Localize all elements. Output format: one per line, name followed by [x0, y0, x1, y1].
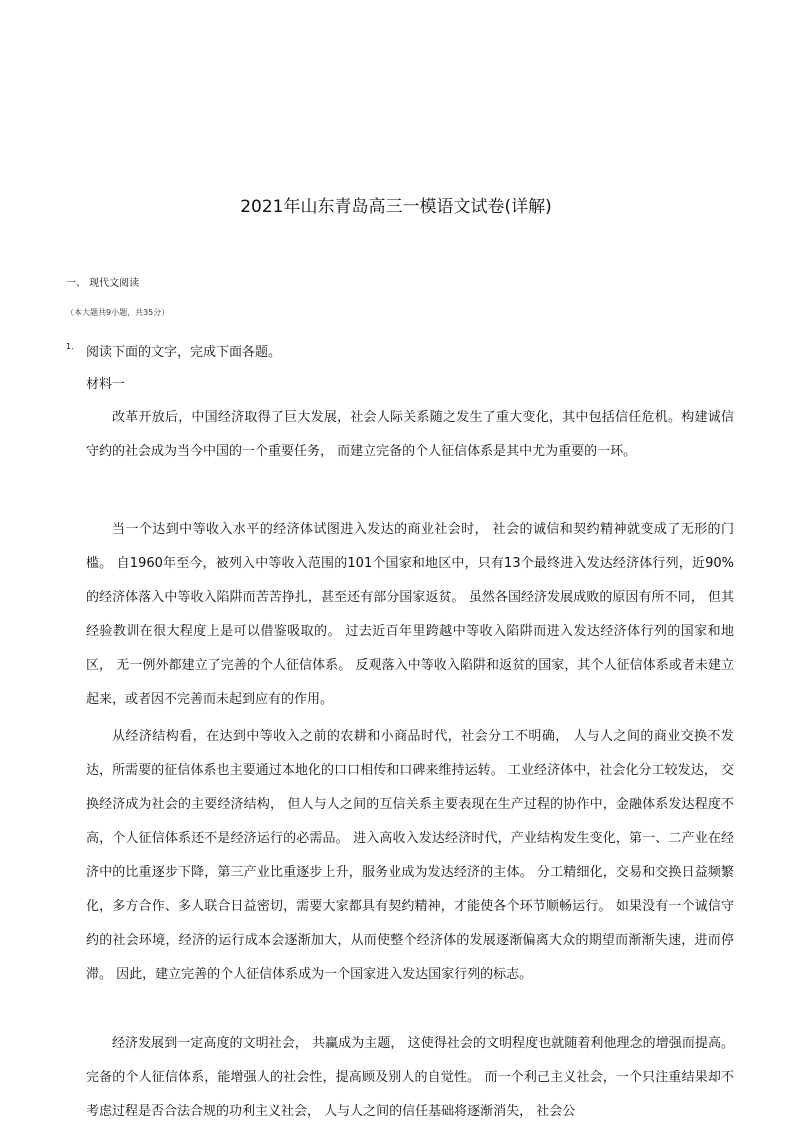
- document-title: 2021年山东青岛高三一模语文试卷(详解): [240, 197, 552, 217]
- section-heading: 一、 现代文阅读: [66, 278, 140, 289]
- paragraph: 从经济结构看，在达到中等收入之前的农耕和小商品时代，社会分工不明确， 人与人之间的商业交换不发达，所需要的征信体系也主要通过本地化的口口相传和口碑来维持运转。 工业经济体中，社会化分工较发达， 交换经济成为社会的主要经济结构， 但人与人之间的互信关系主要表现在生产过程的协作中，金融体系发达程度不高，个人征信体系还不是经济运行的必需品。 进入高收入发达经济时代，产业结构发生变化，第一、二产业在经济中的比重逐步下降，第三产业比重逐步上升，服务业成为发达经济的主体。 分工精细化，交易和交换日益频繁化，多方合作、多人联合日益密切，需要大家都具有契约精神，才能使各个环节顺畅运行。 如果没有一个诚信守约的社会环境，经济的运行成本会逐渐加大，从而使整个经济体的发展逐渐偏离大众的期望而渐渐失速，进而停滞。 因此，建立完善的个人征信体系成为一个国家进入发达国家行列的标志。: [86, 729, 734, 982]
- material-label: 材料一: [86, 377, 126, 392]
- paragraph: 经济发展到一定高度的文明社会， 共赢成为主题， 这使得社会的文明程度也就随着利他理念的增强而提高。 完备的个人征信体系，能增强人的社会性，提高顾及别人的自觉性。 而一个利己主义社会，一个只注重结果却不考虑过程是否合法合规的功利主义社会， 人与人之间的信任基础将逐渐消失， 社会公: [86, 1036, 734, 1119]
- paragraph: 当一个达到中等收入水平的经济体试图进入发达的商业社会时， 社会的诚信和契约精神就变成了无形的门槛。 自1960年至今，被列入中等收入范围的101个国家和地区中，只有13个最终进入发达经济体行列，近90%的经济体落入中等收入陷阱而苦苦挣扎，甚至还有部分国家返贫。 虽然各国经济发展成败的原因有所不同， 但其经验教训在很大程度上是可以借鉴吸取的。 过去近百年里跨越中等收入陷阱而进入发达经济体行列的国家和地区， 无一例外都建立了完善的个人征信体系。 反观落入中等收入陷阱和返贫的国家，其个人征信体系或者未建立起来，或者因不完善而未起到应有的作用。: [86, 522, 734, 707]
- question-text: 阅读下面的文字，完成下面各题。: [86, 345, 282, 360]
- section-note: （本大题共9小题，共35分）: [66, 308, 170, 317]
- paragraph: 改革开放后，中国经济取得了巨大发展，社会人际关系随之发生了重大变化，其中包括信任危机。构建诚信守约的社会成为当今中国的一个重要任务， 而建立完备的个人征信体系是其中尤为重要的一环。: [86, 410, 734, 459]
- question-number: 1.: [66, 342, 74, 351]
